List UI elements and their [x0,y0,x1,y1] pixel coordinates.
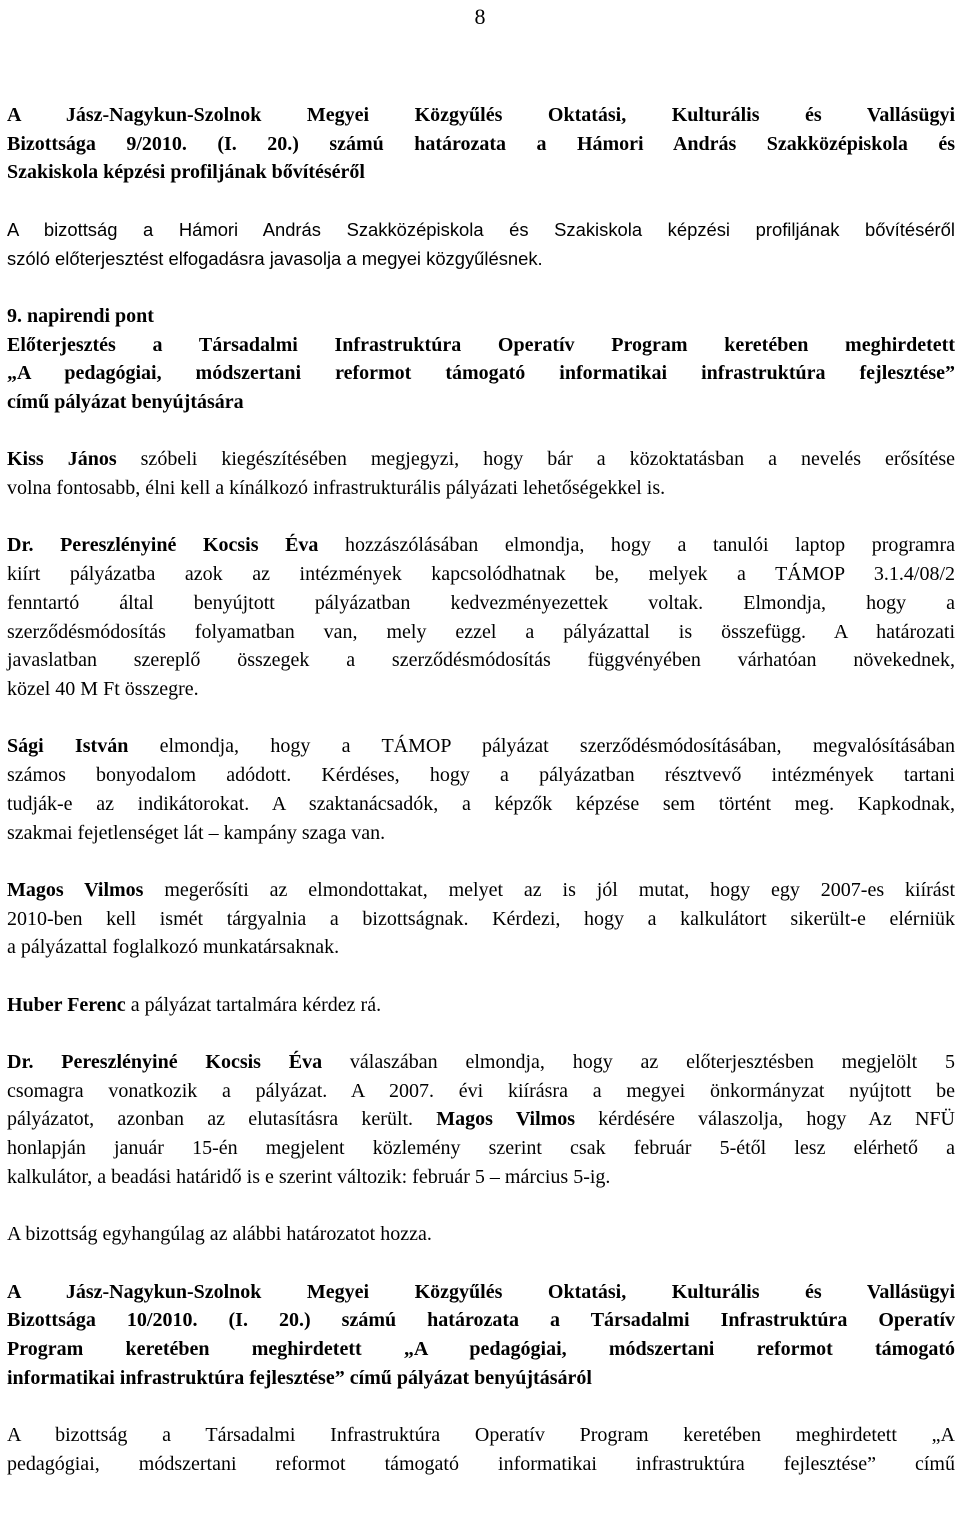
text-line: Program keretében meghirdetett „A pedagógiai, módszertani reformot támogató [7,1338,955,1361]
text-line: A bizottság a Társadalmi Infrastruktúra Operatív Program keretében meghirdetett „A [7,1424,955,1447]
speaker-name: Magos Vilmos [7,878,144,901]
text-line: a pályázattal foglalkozó munkatársaknak. [7,936,340,959]
text-line: javaslatban szereplő összegek a szerződésmódosítás függvényében várhatóan növekednek, [7,649,955,672]
paragraph-kiss [7,445,955,502]
page-number: 8 [474,4,486,29]
text-line: című pályázat benyújtására [7,391,244,413]
text-line: Szakiskola képzési profiljának bővítéséről [7,161,365,184]
text-line: „A pedagógiai, módszertani reformot támogató informatikai infrastruktúra fejlesztése” [7,362,955,385]
text-line [7,876,955,905]
text-line: fenntartó által benyújtott pályázatban kedvezményezettek voltak. Elmondja, hogy a [7,591,955,614]
text-run: a pályázat tartalmára kérdez rá. [125,993,382,1016]
text-line: kalkulátor, a beadási határidő is e szerint változik: február 5 – március 5-ig. [7,1165,611,1188]
speaker-name: Dr. Pereszlényiné Kocsis Éva [7,534,319,557]
text-line: A Jász-Nagykun-Szolnok Megyei Közgyűlés Oktatási, Kulturális és Vallásügyi [7,1280,955,1303]
text-line: csomagra vonatkozik a pályázat. A 2007. évi kiírásra a megyei önkormányzat nyújtott be [7,1079,955,1102]
paragraph-kocsis-2 [7,1048,955,1192]
text-line: informatikai infrastruktúra fejlesztése” című pályázat benyújtásáról [7,1366,592,1389]
speaker-name: Kiss János [7,448,117,471]
text-line: számos bonyodalom adódott. Kérdéses, hogy a pályázatban résztvevő intézmények tartani [7,764,955,787]
agenda-item-9 [7,302,955,417]
text-run: válaszában elmondja, hogy az előterjesztésben megjelölt 5 [322,1051,956,1074]
text-line: 2010-ben kell ismét tárgyalnia a bizottságnak. Kérdezi, hogy a kalkulátort sikerült-e elérniük [7,907,955,930]
text-line: tudják-e az indikátorokat. A szaktanácsadók, a képzők képzése sem történt meg. Kapkodnak, [7,792,955,815]
text-line: honlapján január 15-én megjelent közlemény szerint csak február 5-étől lesz elérhető a [7,1137,955,1160]
text-line: szakmai fejetlenséget lát – kampány szaga van. [7,821,386,844]
text-line: A Jász-Nagykun-Szolnok Megyei Közgyűlés Oktatási, Kulturális és Vallásügyi [7,104,955,126]
text-line [7,445,955,474]
text-run: szóbeli kiegészítésében megjegyzi, hogy bár a közoktatásban a nevelés erősítése [116,448,955,471]
text-line [7,1105,955,1134]
resolution-10-text [7,1421,955,1478]
text-line [7,991,955,1020]
text-line [7,732,955,761]
paragraph-huber [7,991,955,1020]
paragraph-kocsis-1 [7,531,955,703]
text-run: megerősíti az elmondottakat, melyet az is jól mutat, hogy egy 2007-es kiírást [143,878,955,901]
text-line [7,1048,955,1077]
text-line: közel 40 M Ft összegre. [7,678,199,700]
text-line: Előterjesztés a Társadalmi Infrastruktúra Operatív Program keretében meghirdetett [7,333,955,356]
text-run: pályázatot, azonban az elutasításra került. [7,1108,437,1131]
speaker-name: Dr. Pereszlényiné Kocsis Éva [7,1051,323,1074]
text-line: szóló előterjesztést elfogadásra javasolja a megyei közgyűlésnek. [7,247,543,269]
text-line: Bizottsága 9/2010. (I. 20.) számú határozata a Hámori András Szakközépiskola és [7,132,955,155]
text-line [7,531,955,560]
document-body [7,101,955,1479]
text-line: A bizottság a Hámori András Szakközépiskola és Szakiskola képzési profiljának bővítéséről [7,218,955,240]
text-line: szerződésmódosítás folyamatban van, mely ezzel a pályázattal is összefügg. A határozati [7,620,955,643]
text-line: kiírt pályázatba azok az intézmények kapcsolódhatnak be, melyek a TÁMOP 3.1.4/08/2 [7,563,955,586]
text-run: elmondja, hogy a TÁMOP pályázat szerződésmódosításában, megvalósításában [128,735,955,758]
speaker-name: Magos Vilmos [436,1108,576,1131]
text-run: kérdésére válaszolja, hogy Az NFÜ [575,1108,955,1131]
text-line: pedagógiai, módszertani reformot támogató informatikai infrastruktúra fejlesztése” című [7,1452,955,1475]
paragraph-magos [7,876,955,962]
speaker-name: Sági István [7,735,129,758]
text-line: Bizottsága 10/2010. (I. 20.) számú határozata a Társadalmi Infrastruktúra Operatív [7,1309,955,1332]
speaker-name: Huber Ferenc [7,993,126,1016]
text-line: A bizottság egyhangúlag az alábbi határozatot hozza. [7,1223,432,1246]
resolution-9-text [7,216,955,273]
resolution-9-heading [7,101,955,187]
text-line: volna fontosabb, élni kell a kínálkozó infrastrukturális pályázati lehetőségekkel is. [7,477,666,500]
paragraph-sagi [7,732,955,847]
decision-intro [7,1220,955,1249]
resolution-10-heading [7,1278,955,1393]
text-run: hozzászólásában elmondja, hogy a tanulói laptop programra [318,534,956,557]
agenda-number: 9. napirendi pont [7,304,154,327]
